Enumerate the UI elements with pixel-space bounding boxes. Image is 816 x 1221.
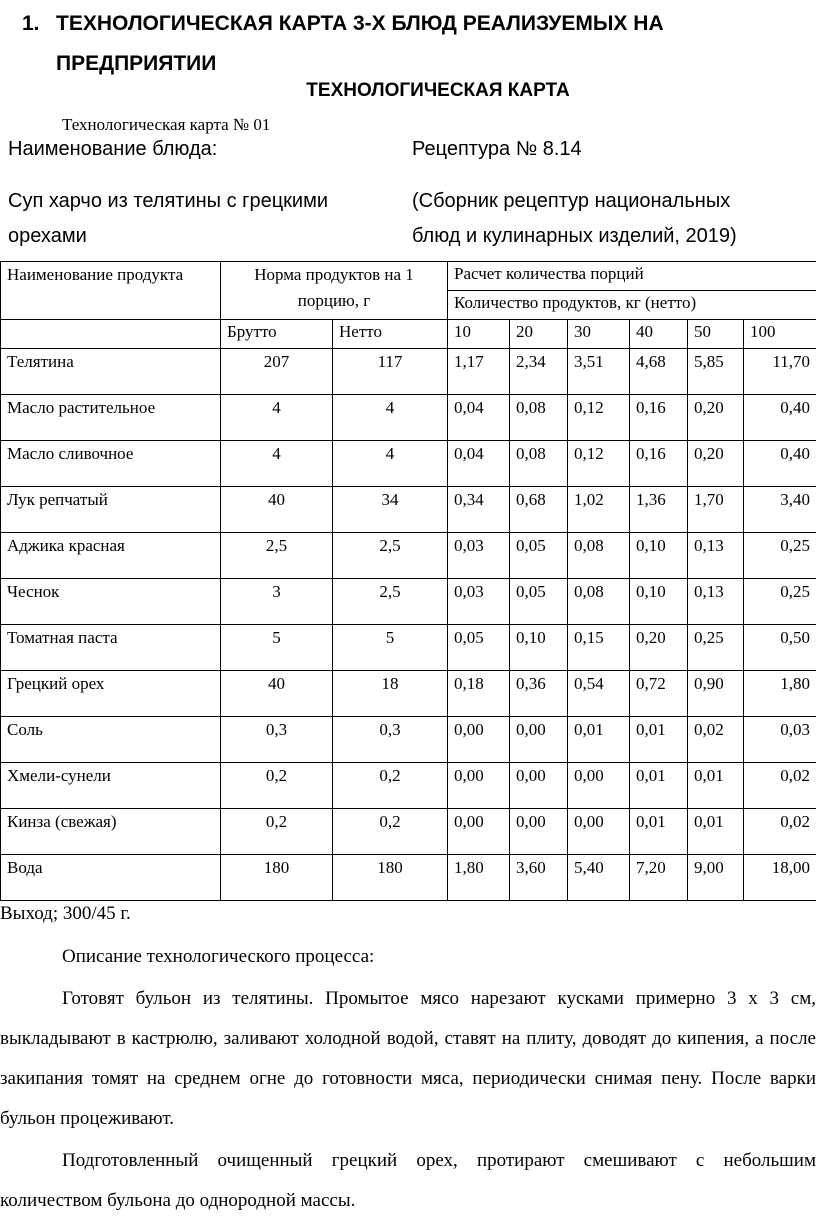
header-empty — [1, 320, 221, 349]
cell-netto: 0,3 — [333, 717, 448, 763]
cell-portions-30: 0,12 — [568, 395, 630, 441]
cell-portions-30: 5,40 — [568, 855, 630, 901]
cell-netto: 180 — [333, 855, 448, 901]
cell-name: Грецкий орех — [1, 671, 221, 717]
recipe-label: Рецептура № 8.14 — [412, 132, 582, 167]
cell-netto: 0,2 — [333, 763, 448, 809]
cell-portions-20: 0,68 — [510, 487, 568, 533]
cell-portions-100: 11,70 — [744, 349, 816, 395]
header-product-name: Наименование продукта — [1, 262, 221, 320]
table-row — [1, 487, 816, 533]
heading-line2: ПРЕДПРИЯТИИ — [22, 44, 664, 84]
cell-portions-10: 0,00 — [448, 809, 510, 855]
source-line2: блюд и кулинарных изделий, 2019) — [412, 225, 737, 247]
cell-portions-50: 0,01 — [688, 763, 744, 809]
cell-brutto: 207 — [221, 349, 333, 395]
cell-portions-100: 0,40 — [744, 395, 816, 441]
header-netto: Нетто — [333, 320, 448, 349]
cell-portions-100: 0,25 — [744, 533, 816, 579]
cell-netto: 2,5 — [333, 533, 448, 579]
cell-portions-50: 0,01 — [688, 809, 744, 855]
process-paragraph-2: Подготовленный очищенный грецкий орех, протирают смешивают с небольшим количеством бульона до однородной массы. — [0, 1141, 816, 1221]
cell-netto: 117 — [333, 349, 448, 395]
cell-portions-10: 0,18 — [448, 671, 510, 717]
cell-portions-40: 7,20 — [630, 855, 688, 901]
cell-portions-50: 5,85 — [688, 349, 744, 395]
table-row — [1, 349, 816, 395]
recipe-source — [412, 184, 737, 254]
cell-portions-40: 1,36 — [630, 487, 688, 533]
cell-portions-30: 0,15 — [568, 625, 630, 671]
cell-portions-20: 2,34 — [510, 349, 568, 395]
header-portions-40: 40 — [630, 320, 688, 349]
cell-portions-40: 0,01 — [630, 717, 688, 763]
cell-portions-20: 0,05 — [510, 533, 568, 579]
cell-portions-50: 0,13 — [688, 533, 744, 579]
dish-label: Наименование блюда: — [8, 132, 217, 167]
cell-portions-30: 3,51 — [568, 349, 630, 395]
dish-name-line1: Суп харчо из телятины с грецкими — [8, 190, 328, 212]
process-paragraph-1: Готовят бульон из телятины. Промытое мясо нарезают кусками примерно 3 х 3 см, выкладывают в кастрюлю, заливают холодной водой, ставят на плиту, доводят до кипения, а после закипания томят на среднем огне до готовности мяса, периодически снимая пену. После варки бульон процеживают. — [0, 979, 816, 1139]
cell-brutto: 5 — [221, 625, 333, 671]
header-portions-30: 30 — [568, 320, 630, 349]
table-row — [1, 441, 816, 487]
cell-portions-30: 0,01 — [568, 717, 630, 763]
cell-portions-40: 0,16 — [630, 395, 688, 441]
cell-name: Аджика красная — [1, 533, 221, 579]
cell-netto: 5 — [333, 625, 448, 671]
source-line1: (Сборник рецептур национальных — [412, 190, 730, 212]
heading-number: 1. — [22, 4, 56, 44]
cell-brutto: 2,5 — [221, 533, 333, 579]
cell-portions-40: 0,10 — [630, 533, 688, 579]
cell-portions-10: 0,03 — [448, 533, 510, 579]
cell-brutto: 3 — [221, 579, 333, 625]
header-portions-20: 20 — [510, 320, 568, 349]
cell-portions-100: 3,40 — [744, 487, 816, 533]
cell-brutto: 0,2 — [221, 809, 333, 855]
cell-netto: 4 — [333, 441, 448, 487]
cell-portions-30: 0,08 — [568, 579, 630, 625]
cell-portions-30: 0,54 — [568, 671, 630, 717]
cell-portions-20: 3,60 — [510, 855, 568, 901]
cell-portions-20: 0,00 — [510, 717, 568, 763]
cell-portions-40: 0,72 — [630, 671, 688, 717]
cell-portions-10: 0,03 — [448, 579, 510, 625]
cell-name: Лук репчатый — [1, 487, 221, 533]
header-norm: Норма продуктов на 1 порцию, г — [221, 262, 448, 320]
cell-name: Томатная паста — [1, 625, 221, 671]
document-heading — [22, 4, 664, 84]
cell-portions-30: 0,00 — [568, 809, 630, 855]
cell-portions-20: 0,00 — [510, 809, 568, 855]
cell-portions-50: 0,02 — [688, 717, 744, 763]
header-calc: Расчет количества порций — [448, 262, 816, 291]
cell-portions-100: 1,80 — [744, 671, 816, 717]
cell-portions-100: 0,25 — [744, 579, 816, 625]
table-row — [1, 855, 816, 901]
cell-name: Вода — [1, 855, 221, 901]
cell-name: Кинза (свежая) — [1, 809, 221, 855]
dish-name — [8, 184, 328, 254]
cell-brutto: 0,3 — [221, 717, 333, 763]
card-number: Технологическая карта № 01 — [62, 115, 270, 135]
header-portions-50: 50 — [688, 320, 744, 349]
cell-portions-10: 0,00 — [448, 717, 510, 763]
ingredients-table — [0, 261, 816, 901]
cell-portions-30: 0,12 — [568, 441, 630, 487]
cell-portions-40: 4,68 — [630, 349, 688, 395]
cell-portions-100: 0,50 — [744, 625, 816, 671]
cell-portions-10: 0,04 — [448, 395, 510, 441]
cell-portions-10: 1,17 — [448, 349, 510, 395]
table-row — [1, 763, 816, 809]
output-yield: Выход; 300/45 г. — [0, 903, 131, 925]
cell-portions-100: 0,40 — [744, 441, 816, 487]
cell-portions-40: 0,01 — [630, 763, 688, 809]
cell-portions-50: 1,70 — [688, 487, 744, 533]
cell-name: Хмели-сунели — [1, 763, 221, 809]
cell-portions-100: 0,02 — [744, 809, 816, 855]
cell-name: Чеснок — [1, 579, 221, 625]
header-qty: Количество продуктов, кг (нетто) — [448, 291, 816, 320]
table-row — [1, 533, 816, 579]
heading-line1: ТЕХНОЛОГИЧЕСКАЯ КАРТА 3-Х БЛЮД РЕАЛИЗУЕМЫХ НА — [56, 12, 664, 35]
table-row — [1, 809, 816, 855]
cell-portions-30: 1,02 — [568, 487, 630, 533]
cell-portions-10: 0,34 — [448, 487, 510, 533]
cell-portions-50: 0,20 — [688, 441, 744, 487]
cell-portions-40: 0,01 — [630, 809, 688, 855]
cell-name: Масло растительное — [1, 395, 221, 441]
table-row — [1, 625, 816, 671]
cell-portions-100: 0,03 — [744, 717, 816, 763]
card-title: ТЕХНОЛОГИЧЕСКАЯ КАРТА — [0, 80, 816, 102]
header-portions-100: 100 — [744, 320, 816, 349]
cell-portions-100: 0,02 — [744, 763, 816, 809]
cell-portions-10: 0,00 — [448, 763, 510, 809]
cell-name: Соль — [1, 717, 221, 763]
cell-netto: 18 — [333, 671, 448, 717]
cell-portions-20: 0,08 — [510, 395, 568, 441]
cell-portions-50: 0,90 — [688, 671, 744, 717]
cell-portions-40: 0,10 — [630, 579, 688, 625]
cell-name: Телятина — [1, 349, 221, 395]
table-row — [1, 671, 816, 717]
cell-portions-20: 0,05 — [510, 579, 568, 625]
dish-name-line2: орехами — [8, 225, 87, 247]
cell-portions-20: 0,36 — [510, 671, 568, 717]
cell-netto: 34 — [333, 487, 448, 533]
cell-brutto: 4 — [221, 395, 333, 441]
cell-netto: 0,2 — [333, 809, 448, 855]
cell-portions-20: 0,10 — [510, 625, 568, 671]
cell-brutto: 180 — [221, 855, 333, 901]
cell-portions-50: 0,25 — [688, 625, 744, 671]
process-title: Описание технологического процесса: — [0, 937, 816, 977]
cell-portions-50: 9,00 — [688, 855, 744, 901]
cell-portions-30: 0,08 — [568, 533, 630, 579]
cell-portions-50: 0,13 — [688, 579, 744, 625]
cell-portions-10: 0,05 — [448, 625, 510, 671]
cell-portions-50: 0,20 — [688, 395, 744, 441]
table-row — [1, 579, 816, 625]
cell-portions-40: 0,16 — [630, 441, 688, 487]
header-brutto: Брутто — [221, 320, 333, 349]
cell-portions-10: 0,04 — [448, 441, 510, 487]
cell-portions-30: 0,00 — [568, 763, 630, 809]
table-row — [1, 395, 816, 441]
cell-netto: 2,5 — [333, 579, 448, 625]
cell-netto: 4 — [333, 395, 448, 441]
cell-portions-20: 0,08 — [510, 441, 568, 487]
header-portions-10: 10 — [448, 320, 510, 349]
cell-portions-10: 1,80 — [448, 855, 510, 901]
cell-brutto: 4 — [221, 441, 333, 487]
cell-name: Масло сливочное — [1, 441, 221, 487]
cell-portions-100: 18,00 — [744, 855, 816, 901]
table-row — [1, 717, 816, 763]
cell-brutto: 40 — [221, 671, 333, 717]
cell-portions-40: 0,20 — [630, 625, 688, 671]
cell-brutto: 0,2 — [221, 763, 333, 809]
cell-portions-20: 0,00 — [510, 763, 568, 809]
cell-brutto: 40 — [221, 487, 333, 533]
